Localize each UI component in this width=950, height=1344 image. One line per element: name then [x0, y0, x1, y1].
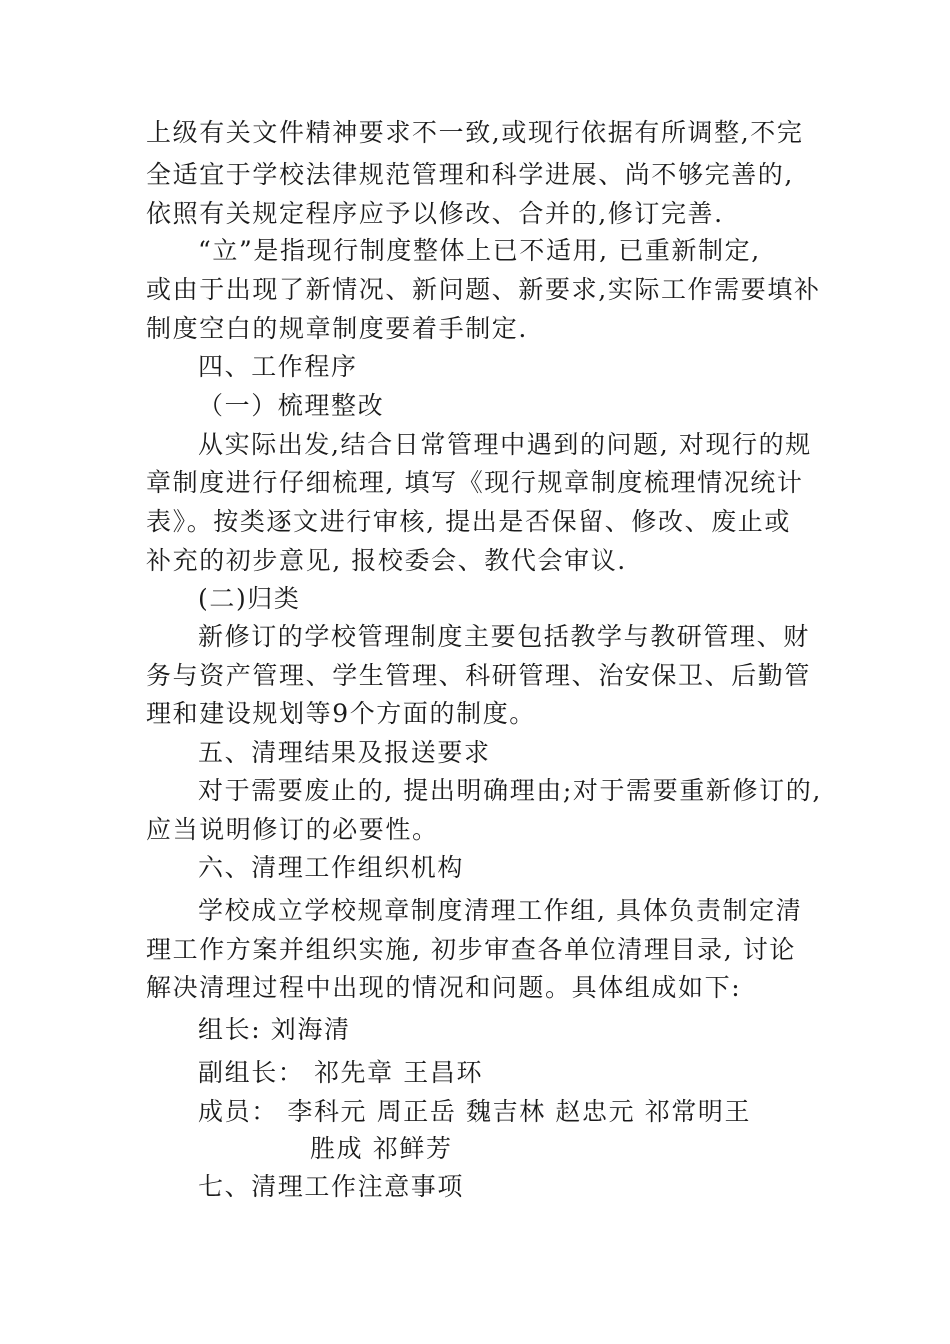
- body-line-2: 全适宜于学校法律规范管理和科学进展、尚不够完善的,: [146, 160, 794, 189]
- body-line-10: 章制度进行仔细梳理, 填写《现行规章制度梳理情况统计: [146, 468, 804, 497]
- body-line-14: 新修订的学校管理制度主要包括教学与教研管理、财: [198, 622, 810, 651]
- body-line-15: 务与资产管理、学生管理、科研管理、治安保卫、后勤管: [146, 661, 812, 690]
- body-line-11: 表》。按类逐文进行审核, 提出是否保留、修改、废止或: [146, 507, 791, 536]
- body-line-16: 理和建设规划等9个方面的制度。: [146, 699, 536, 728]
- body-line-19: 应当说明修订的必要性。: [146, 815, 439, 844]
- body-line-23: 解决清理过程中出现的情况和问题。具体组成如下:: [146, 973, 742, 1002]
- member-deputy-leader: 副组长： 祁先章 王昌环: [198, 1058, 484, 1087]
- body-line-5: 或由于出现了新情况、新问题、新要求,实际工作需要填补: [146, 275, 821, 304]
- member-leader: 组长: 刘海清: [198, 1015, 351, 1044]
- body-line-4: “立”是指现行制度整体上已不适用, 已重新制定,: [198, 236, 761, 265]
- body-line-18: 对于需要废止的, 提出明确理由;对于需要重新修订的,: [198, 776, 822, 805]
- subsection-heading-1: （一）梳理整改: [198, 391, 385, 420]
- member-list: 成员： 李科元 周正岳 魏吉林 赵忠元 祁常明王: [198, 1097, 752, 1126]
- body-line-22: 理工作方案并组织实施, 初步审查各单位清理目录, 讨论: [146, 935, 796, 964]
- section-heading-6: 六、清理工作组织机构: [198, 853, 465, 882]
- section-heading-7: 七、清理工作注意事项: [198, 1172, 465, 1201]
- subsection-heading-2: (二)归类: [198, 584, 301, 613]
- body-line-3: 依照有关规定程序应予以修改、合并的,修订完善.: [146, 199, 724, 228]
- body-line-9: 从实际出发,结合日常管理中遇到的问题, 对现行的规: [198, 430, 812, 459]
- body-line-1: 上级有关文件精神要求不一致,或现行依据有所调整,不完: [146, 118, 804, 147]
- body-line-21: 学校成立学校规章制度清理工作组, 具体负责制定清: [198, 896, 803, 925]
- section-heading-4: 四、工作程序: [198, 352, 358, 381]
- body-line-6: 制度空白的规章制度要着手制定.: [146, 314, 528, 343]
- body-line-12: 补充的初步意见, 报校委会、教代会审议.: [146, 546, 627, 575]
- member-list-continued: 胜成 祁鲜芳: [310, 1134, 453, 1163]
- section-heading-5: 五、清理结果及报送要求: [198, 738, 491, 767]
